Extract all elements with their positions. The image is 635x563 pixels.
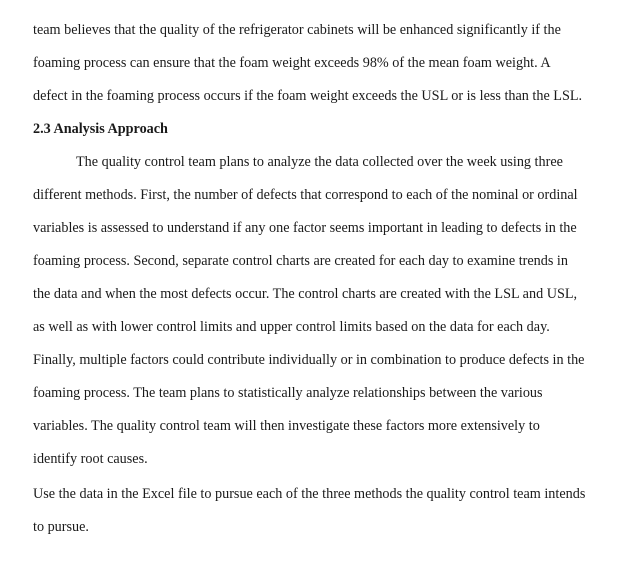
paragraph-line: to pursue. [33, 519, 89, 535]
paragraph-line: foaming process can ensure that the foam weight exceeds 98% of the mean foam weight. A [33, 55, 551, 71]
paragraph-line: as well as with lower control limits and upper control limits based on the data for each day. [33, 319, 550, 335]
paragraph-line: The quality control team plans to analyze the data collected over the week using three [76, 154, 563, 170]
paragraph-line: foaming process. The team plans to statistically analyze relationships between the various [33, 385, 543, 401]
paragraph-line: defect in the foaming process occurs if the foam weight exceeds the USL or is less than the LSL. [33, 88, 583, 104]
paragraph-line: the data and when the most defects occur. The control charts are created with the LSL and USL, [33, 286, 578, 302]
paragraph-line: foaming process. Second, separate control charts are created for each day to examine trends in [33, 253, 568, 269]
paragraph-line: Use the data in the Excel file to pursue each of the three methods the quality control team intends [33, 486, 586, 502]
section-heading: 2.3 Analysis Approach [33, 121, 168, 137]
paragraph-line: different methods. First, the number of defects that correspond to each of the nominal or ordinal [33, 187, 578, 203]
paragraph-line: Finally, multiple factors could contribute individually or in combination to produce defects in the [33, 352, 585, 368]
paragraph-line: team believes that the quality of the refrigerator cabinets will be enhanced significantly if the [33, 22, 561, 38]
paragraph-line: variables is assessed to understand if any one factor seems important in leading to defects in the [33, 220, 577, 236]
paragraph-line: identify root causes. [33, 451, 148, 467]
paragraph-line: variables. The quality control team will then investigate these factors more extensively to [33, 418, 540, 434]
